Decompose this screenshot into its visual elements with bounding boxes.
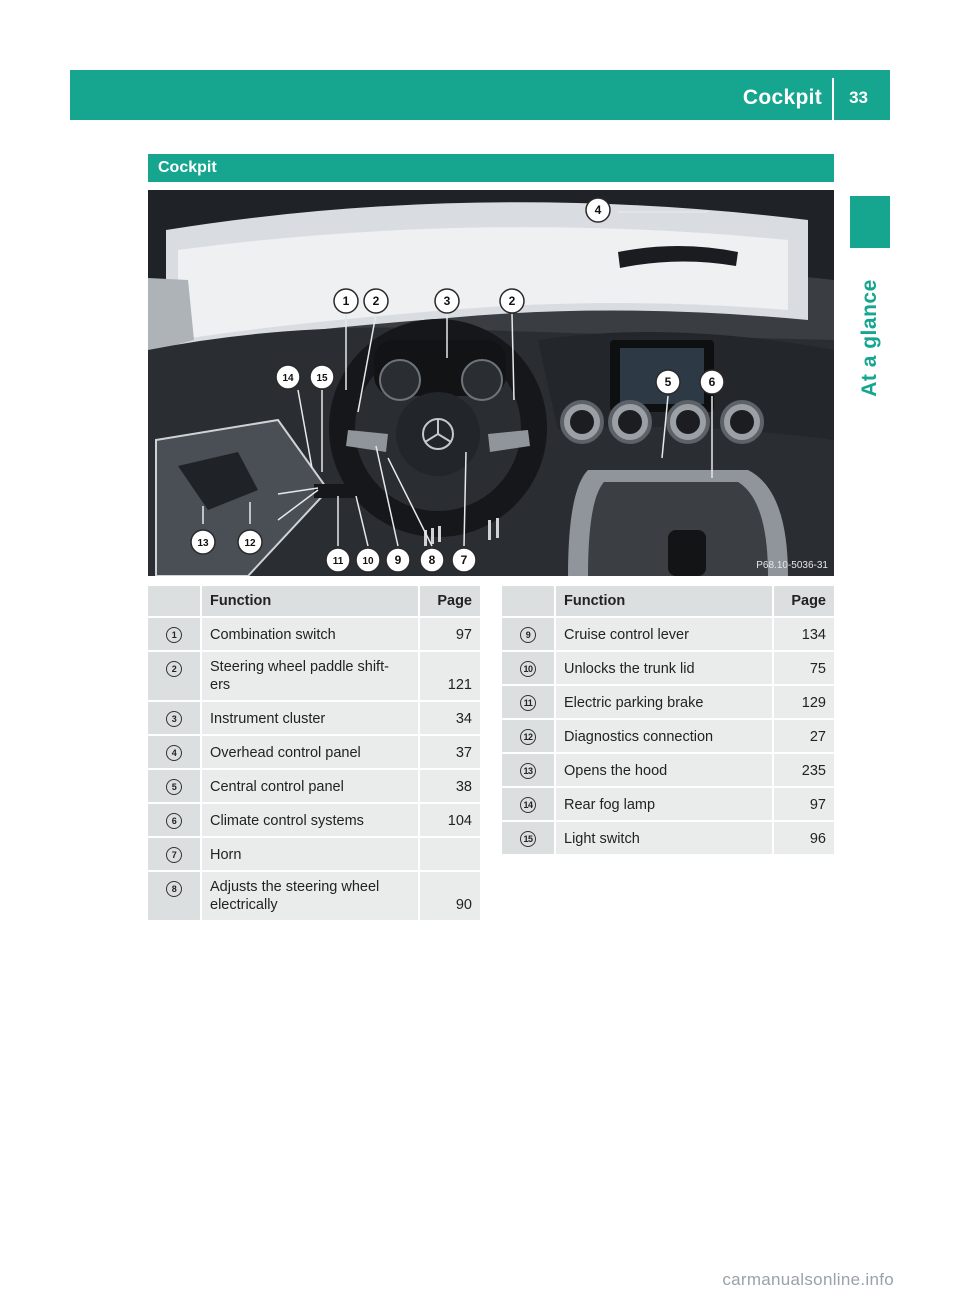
item-number: 4 [166,745,182,761]
col-page-header: Page [420,586,480,616]
header-divider [832,78,834,120]
section-title: Cockpit [158,159,217,176]
page-reference[interactable]: 104 [420,804,480,836]
page-reference[interactable]: 134 [774,618,834,650]
item-number: 15 [520,831,536,847]
function-name: Horn [200,838,420,870]
callout-2b: 2 [508,294,516,308]
callout-2a: 2 [372,294,380,308]
function-name: Steering wheel paddle shift- ers [200,652,420,700]
page-reference[interactable]: 97 [420,618,480,650]
illustration-code: P68.10-5036-31 [756,560,828,571]
table-row [148,838,480,870]
callout-13: 13 [197,538,209,549]
page-reference[interactable]: 129 [774,686,834,718]
page-reference[interactable]: 235 [774,754,834,786]
page-reference[interactable]: 121 [420,652,480,700]
function-name: Adjusts the steering wheel electrically [200,872,420,920]
chapter-label: At a glance [858,279,881,397]
item-number: 3 [166,711,182,727]
chapter-tab-marker [850,196,890,248]
table-header-row [502,586,834,616]
page-reference[interactable]: 27 [774,720,834,752]
function-name: Light switch [554,822,774,854]
cockpit-drawing [148,190,834,576]
function-name: Instrument cluster [200,702,420,734]
table-row [148,652,480,700]
item-number: 7 [166,847,182,863]
callout-9: 9 [394,553,402,567]
table-row [502,720,834,752]
table-row [502,788,834,820]
item-number: 13 [520,763,536,779]
col-page-header: Page [774,586,834,616]
table-row [148,872,480,920]
callout-7: 7 [460,553,468,567]
header-bar [70,70,890,120]
function-table-right [502,584,834,856]
table-row [148,736,480,768]
callout-4: 4 [594,203,602,217]
col-number-header [148,586,200,616]
callout-10: 10 [362,556,374,567]
function-name: Opens the hood [554,754,774,786]
callout-15: 15 [316,373,328,384]
callout-3: 3 [443,294,451,308]
item-number: 8 [166,881,182,897]
item-number: 14 [520,797,536,813]
col-number-header [502,586,554,616]
page-reference [420,838,480,870]
watermark: carmanualsonline.info [722,1270,894,1289]
callout-6: 6 [708,375,716,389]
item-number: 11 [520,695,536,711]
function-name: Cruise control lever [554,618,774,650]
page-number: 33 [849,88,868,107]
table-row [502,754,834,786]
page-reference[interactable]: 97 [774,788,834,820]
function-name: Diagnostics connection [554,720,774,752]
callout-14: 14 [282,373,294,384]
page-reference[interactable]: 37 [420,736,480,768]
callout-12: 12 [244,538,256,549]
cockpit-illustration [148,190,834,576]
page-reference[interactable]: 34 [420,702,480,734]
function-name: Overhead control panel [200,736,420,768]
page-reference[interactable]: 96 [774,822,834,854]
item-number: 10 [520,661,536,677]
table-row [502,686,834,718]
function-name: Rear fog lamp [554,788,774,820]
col-function-header: Function [200,586,420,616]
callout-5: 5 [664,375,672,389]
page-reference[interactable]: 90 [420,872,480,920]
header-section-title: Cockpit [742,86,822,109]
col-function-header: Function [554,586,774,616]
function-name: Combination switch [200,618,420,650]
table-row [502,618,834,650]
function-name: Climate control systems [200,804,420,836]
item-number: 2 [166,661,182,677]
item-number: 5 [166,779,182,795]
table-header-row [148,586,480,616]
table-row [148,618,480,650]
page-reference[interactable]: 75 [774,652,834,684]
function-table-left [148,584,480,922]
function-name: Central control panel [200,770,420,802]
table-row [148,804,480,836]
page-reference[interactable]: 38 [420,770,480,802]
callout-8: 8 [428,553,436,567]
item-number: 1 [166,627,182,643]
table-row [148,702,480,734]
table-row [502,652,834,684]
callout-1: 1 [342,294,350,308]
item-number: 12 [520,729,536,745]
callout-11: 11 [332,556,344,567]
table-row [502,822,834,854]
section-heading-bar [148,154,834,182]
function-name: Electric parking brake [554,686,774,718]
item-number: 6 [166,813,182,829]
function-name: Unlocks the trunk lid [554,652,774,684]
chapter-tab [850,258,890,418]
item-number: 9 [520,627,536,643]
table-row [148,770,480,802]
